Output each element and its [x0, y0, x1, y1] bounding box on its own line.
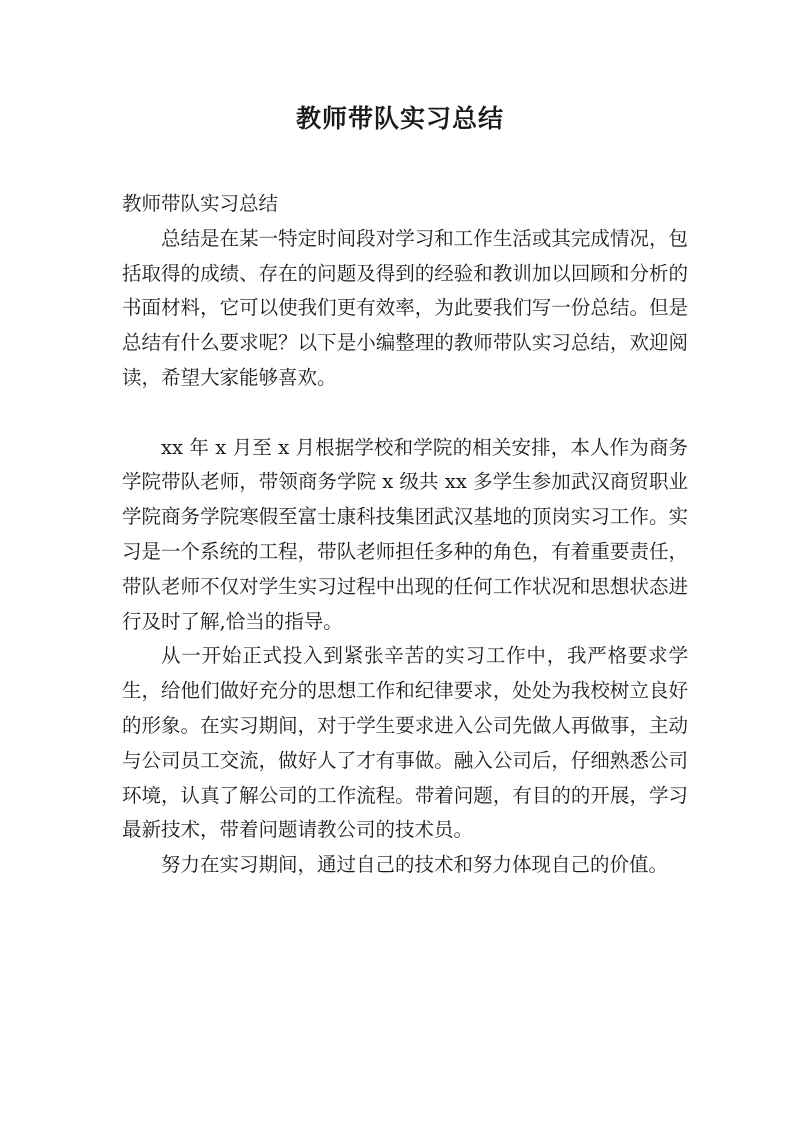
paragraph-student-requirements: 从一开始正式投入到紧张辛苦的实习工作中，我严格要求学生，给他们做好充分的思想工作和纪律要求，处处为我校树立良好的形象。在实习期间，对于学生要求进入公司先做人再做事，主动与公司员工交流，做好人了才有事做。融入公司后，仔细熟悉公司环境，认真了解公司的工作流程。带着问题，有目的的开展，学习最新技术，带着问题请教公司的技术员。	[122, 644, 688, 842]
paragraph-intro: 总结是在某一特定时间段对学习和工作生活或其完成情况，包括取得的成绩、存在的问题及得到的经验和教训加以回顾和分析的书面材料，它可以使我们更有效率，为此要我们写一份总结。但是总结有什么要求呢？以下是小编整理的教师带队实习总结，欢迎阅读，希望大家能够喜欢。	[122, 226, 688, 389]
document-subtitle: 教师带队实习总结	[122, 192, 279, 215]
document-body	[122, 187, 688, 883]
document-title: 教师带队实习总结	[295, 104, 504, 133]
paragraph-arrangement: xx 年 x 月至 x 月根据学校和学院的相关安排，本人作为商务学院带队老师，带领商务学院 x 级共 xx 多学生参加武汉商贸职业学院商务学院寒假至富士康科技集团武汉基地的顶岗实习工作。实习是一个系统的工程，带队老师担任多种的角色，有着重要责任，带队老师不仅对学生实习过程中出现的任何工作状况和思想状态进行及时了解,恰当的指导。	[122, 435, 688, 633]
paragraph-self-value: 努力在实习期间，通过自己的技术和努力体现自己的价值。	[161, 853, 669, 877]
paragraph-spacer	[122, 396, 688, 431]
